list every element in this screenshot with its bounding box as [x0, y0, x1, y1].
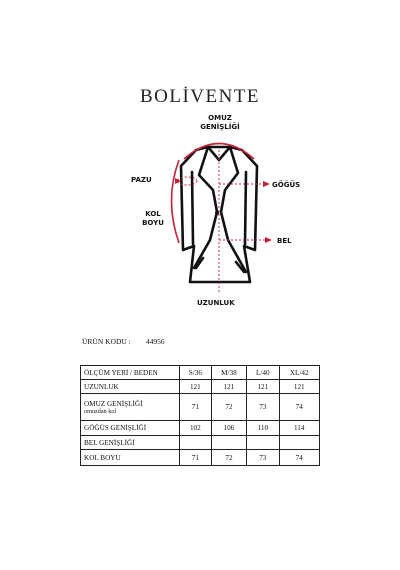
table-header-row — [81, 366, 320, 380]
product-code-row — [82, 337, 165, 346]
table-cell: 74 — [279, 394, 320, 421]
row-label: UZUNLUK — [81, 380, 180, 394]
label-waist: BEL — [277, 237, 292, 245]
table-cell: 72 — [211, 394, 246, 421]
product-code-value: 44956 — [145, 337, 165, 346]
button-icon — [215, 211, 219, 215]
table-cell: 71 — [180, 394, 212, 421]
table-row — [81, 436, 320, 450]
header-cell: M/38 — [211, 366, 246, 380]
row-label: GÖĞÜS GENİŞLİĞİ — [81, 421, 180, 436]
label-chest: GÖĞÜS — [272, 181, 301, 189]
table-cell: 72 — [211, 450, 246, 466]
size-table — [80, 365, 320, 466]
table-row — [81, 421, 320, 436]
table-cell: 71 — [180, 450, 212, 466]
row-label: KOL BOYU — [81, 450, 180, 466]
header-cell: L/40 — [247, 366, 279, 380]
table-row — [81, 450, 320, 466]
table-cell: 121 — [180, 380, 212, 394]
table-cell: 106 — [211, 421, 246, 436]
header-cell: XL/42 — [279, 366, 320, 380]
table-row — [81, 380, 320, 394]
table-cell: 114 — [279, 421, 320, 436]
waist-arrow-icon — [265, 237, 272, 243]
table-cell — [180, 436, 212, 450]
header-cell: ÖLÇÜM YERİ / BEDEN — [81, 366, 180, 380]
table-cell: 74 — [279, 450, 320, 466]
table-cell: 73 — [247, 450, 279, 466]
table-cell: 102 — [180, 421, 212, 436]
table-cell — [211, 436, 246, 450]
table-row — [81, 394, 320, 421]
table-cell: 121 — [211, 380, 246, 394]
row-label: BEL GENİŞLİĞİ — [81, 436, 180, 450]
table-cell: 73 — [247, 394, 279, 421]
table-cell: 121 — [247, 380, 279, 394]
table-cell — [279, 436, 320, 450]
row-label-sub: omuzdan kol — [84, 407, 117, 415]
label-shoulder — [200, 114, 240, 132]
table-cell — [247, 436, 279, 450]
header-cell: S/36 — [180, 366, 212, 380]
label-length: UZUNLUK — [197, 299, 235, 307]
sleeve-arc — [172, 160, 180, 243]
table-cell: 110 — [247, 421, 279, 436]
label-sleeve: KOL BOYU — [142, 210, 164, 227]
table-cell: 121 — [279, 380, 320, 394]
product-code-label: ÜRÜN KODU : — [82, 337, 131, 346]
row-label-main: OMUZ GENİŞLİĞİ — [84, 399, 143, 408]
row-label — [81, 394, 180, 421]
label-shoulder-text: OMUZ GENİŞLİĞİ — [200, 114, 240, 131]
label-bicep: PAZU — [131, 176, 152, 184]
chest-arrow-icon — [263, 181, 270, 187]
brand-logo: BOLİVENTE — [139, 86, 261, 107]
